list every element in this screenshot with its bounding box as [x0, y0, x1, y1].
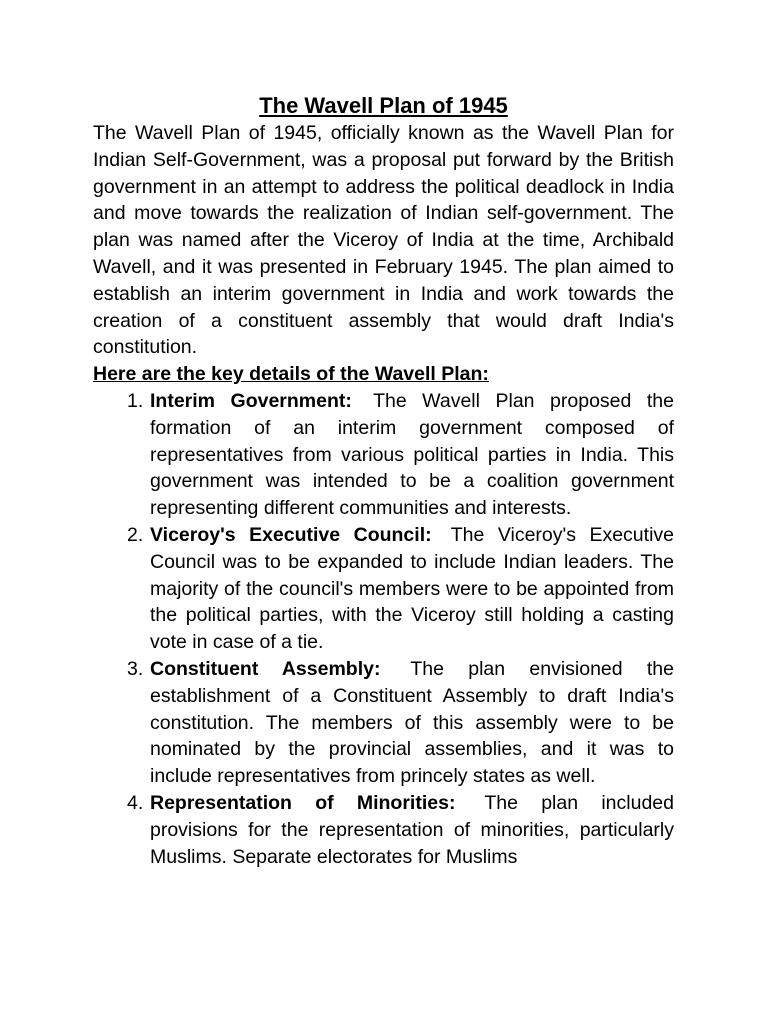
list-item-term: Constituent Assembly:	[150, 657, 381, 680]
list-item-term: Representation of Minorities:	[150, 791, 456, 814]
key-details-heading: Here are the key details of the Wavell Plan:	[93, 363, 489, 386]
list-item-number: 1.	[127, 389, 144, 412]
list-item-number: 3.	[127, 657, 144, 680]
list-item-term: Interim Government:	[150, 389, 352, 412]
document-title: The Wavell Plan of 1945	[259, 93, 508, 118]
list-item-text: The plan envisioned the establishment of a Constituent Assembly to draft India's constitution. The members of this assembly were to be nominated by the provincial assemblies, and it was to include representatives from princely states as well.	[150, 657, 674, 788]
list-item	[93, 388, 674, 522]
list-item-number: 4.	[127, 791, 144, 814]
list-item-text: The Wavell Plan proposed the formation of an interim government composed of representatives from various political parties in India. This government was intended to be a coalition government representing different communities and interests.	[150, 389, 674, 520]
list-item	[93, 790, 674, 870]
key-details-list	[93, 388, 674, 870]
list-item-text: The plan included provisions for the representation of minorities, particularly Muslims. Separate electorates for Muslims	[150, 791, 674, 868]
list-item-number: 2.	[127, 523, 144, 546]
list-item	[93, 522, 674, 656]
document-page	[93, 92, 674, 870]
list-item-term: Viceroy's Executive Council:	[150, 523, 432, 546]
list-item-text: The Viceroy's Executive Council was to be expanded to include Indian leaders. The majority of the council's members were to be appointed from the political parties, with the Viceroy still holding a casting vote in case of a tie.	[150, 523, 675, 654]
list-item	[93, 656, 674, 790]
intro-paragraph: The Wavell Plan of 1945, officially known as the Wavell Plan for Indian Self-Government, was a proposal put forward by the British government in an attempt to address the political deadlock in India and move towards the realization of Indian self-government. The plan was named after the Viceroy of India at the time, Archibald Wavell, and it was presented in February 1945. The plan aimed to establish an interim government in India and work towards the creation of a constituent assembly that would draft India's constitution.	[93, 122, 674, 359]
